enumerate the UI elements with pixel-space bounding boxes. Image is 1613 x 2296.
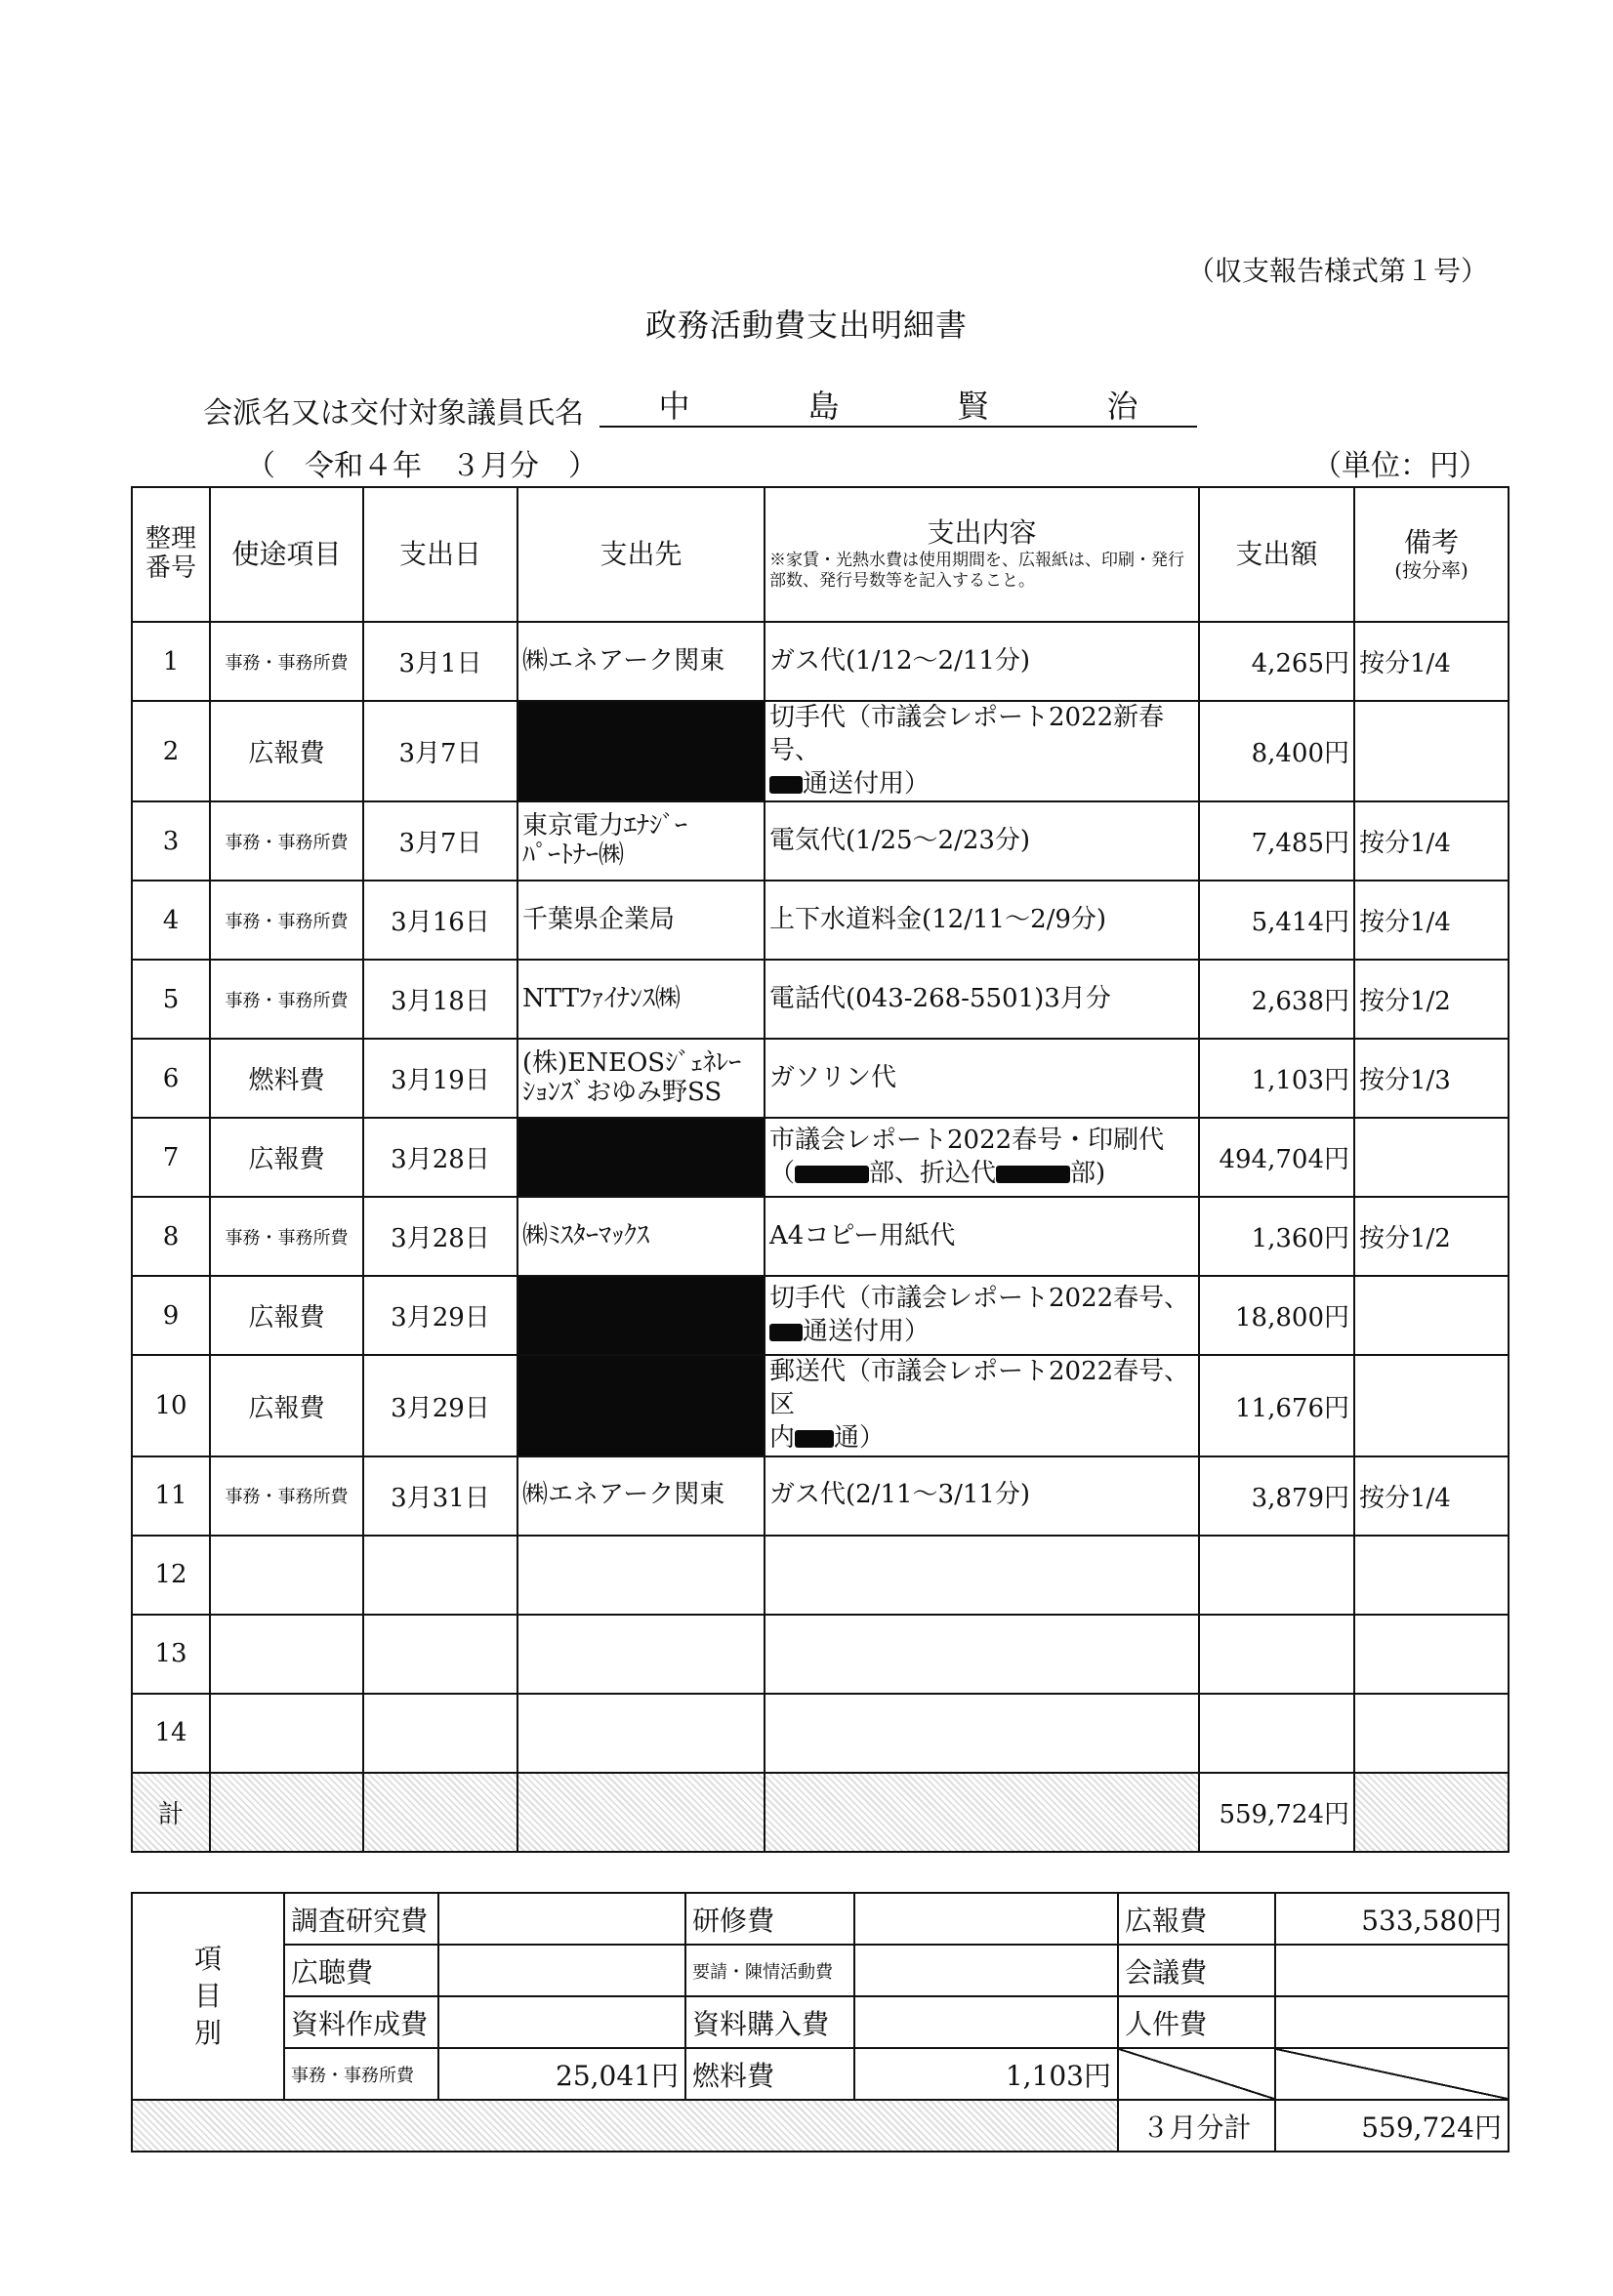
row-remarks: 按分1/2 — [1354, 1197, 1509, 1276]
row-remarks — [1354, 701, 1509, 801]
table-row — [132, 1276, 1509, 1355]
redaction-bar — [795, 1430, 834, 1448]
row-date: 3月19日 — [363, 1039, 517, 1118]
shaded-cell — [210, 1773, 363, 1852]
row-payee-line2: ﾊﾟｰﾄﾅｰ㈱ — [522, 840, 625, 870]
total-label: 計 — [132, 1773, 210, 1852]
form-number: （収支報告様式第１号） — [1186, 255, 1488, 287]
row-desc-line1: 切手代（市議会レポート2022新春号、 — [769, 703, 1165, 765]
row-date: 3月7日 — [363, 801, 517, 881]
table-row — [132, 1536, 1509, 1615]
row-date — [363, 1536, 517, 1615]
table-row — [132, 960, 1509, 1039]
unit-label: （単位：円） — [1312, 449, 1488, 483]
header-remarks-title: 備考 — [1403, 526, 1459, 559]
diagonal-cell — [1118, 2048, 1275, 2100]
row-amount: 494,704円 — [1199, 1118, 1354, 1197]
table-row — [132, 1197, 1509, 1276]
row-no: 7 — [132, 1118, 210, 1197]
diagonal-cell — [1275, 2048, 1509, 2100]
row-remarks — [1354, 1615, 1509, 1694]
row-amount — [1199, 1694, 1354, 1773]
row-amount: 1,103円 — [1199, 1039, 1354, 1118]
row-amount: 3,879円 — [1199, 1456, 1354, 1536]
row-remarks — [1354, 1118, 1509, 1197]
summary-row — [132, 1996, 1509, 2048]
nenryo-label: 燃料費 — [685, 2048, 854, 2100]
table-row — [132, 622, 1509, 701]
table-row — [132, 1039, 1509, 1118]
shaded-cell — [765, 1773, 1199, 1852]
row-desc — [765, 1694, 1199, 1773]
member-name-char: 賢 — [957, 388, 989, 425]
row-amount: 8,400円 — [1199, 701, 1354, 801]
row-desc-line1: 郵送代（市議会レポート2022春号、区 — [769, 1357, 1190, 1420]
row-remarks — [1354, 1355, 1509, 1456]
row-use: 広報費 — [210, 701, 363, 801]
redaction-bar — [769, 776, 803, 794]
row-amount: 4,265円 — [1199, 622, 1354, 701]
section-label-char: 項 — [193, 1943, 222, 1976]
row-desc-line2-part1: 部、折込代 — [869, 1158, 997, 1188]
member-name-char: 島 — [807, 388, 840, 425]
jimu-value: 25,041円 — [438, 2048, 685, 2100]
total-row — [132, 1773, 1509, 1852]
member-name-char: 中 — [658, 388, 690, 425]
table-row — [132, 1615, 1509, 1694]
summary-row — [132, 1893, 1509, 1945]
table-row — [132, 1118, 1509, 1197]
row-date: 3月29日 — [363, 1276, 517, 1355]
row-desc-line2-text: 通送付用） — [803, 1316, 931, 1346]
row-date — [363, 1694, 517, 1773]
row-date: 3月16日 — [363, 881, 517, 960]
kocho-value — [438, 1945, 685, 1996]
row-use: 広報費 — [210, 1118, 363, 1197]
row-no: 1 — [132, 622, 210, 701]
section-label-char: 別 — [193, 2016, 222, 2049]
row-no: 4 — [132, 881, 210, 960]
row-amount — [1199, 1536, 1354, 1615]
report-period: （ 令和４年 ３月分 ） — [246, 449, 598, 483]
row-remarks: 按分1/4 — [1354, 1456, 1509, 1536]
header-use: 使途項目 — [210, 487, 363, 622]
summary-total-row — [132, 2100, 1509, 2152]
kaigi-value — [1275, 1945, 1509, 1996]
row-amount — [1199, 1615, 1354, 1694]
row-desc — [765, 1276, 1199, 1355]
row-remarks: 按分1/2 — [1354, 960, 1509, 1039]
header-remarks — [1354, 487, 1509, 622]
row-no: 2 — [132, 701, 210, 801]
row-payee — [517, 1536, 765, 1615]
row-desc: ガス代(2/11～3/11分) — [765, 1456, 1199, 1536]
row-no: 13 — [132, 1615, 210, 1694]
row-desc-line2: （ 部、折込代 部) — [769, 1158, 1106, 1188]
chosa-label: 調査研究費 — [284, 1893, 438, 1945]
table-row — [132, 881, 1509, 960]
total-amount: 559,724円 — [1199, 1773, 1354, 1852]
shaded-cell — [363, 1773, 517, 1852]
row-use — [210, 1694, 363, 1773]
row-payee: ㈱エネアーク関東 — [517, 1456, 765, 1536]
header-no: 整理番号 — [132, 487, 210, 622]
row-payee — [517, 1615, 765, 1694]
table-row — [132, 801, 1509, 881]
row-payee: ㈱エネアーク関東 — [517, 622, 765, 701]
row-desc — [765, 701, 1199, 801]
row-date: 3月1日 — [363, 622, 517, 701]
row-amount: 18,800円 — [1199, 1276, 1354, 1355]
row-payee — [517, 1039, 765, 1118]
row-payee — [517, 801, 765, 881]
yosei-label: 要請・陳情活動費 — [685, 1945, 854, 1996]
header-amount: 支出額 — [1199, 487, 1354, 622]
shaded-cell — [517, 1773, 765, 1852]
kenshu-label: 研修費 — [685, 1893, 854, 1945]
header-payee: 支出先 — [517, 487, 765, 622]
row-use: 事務・事務所費 — [210, 801, 363, 881]
redacted-payee — [517, 1118, 765, 1197]
row-desc-line1: 市議会レポート2022春号・印刷代 — [769, 1126, 1165, 1156]
row-desc: 電気代(1/25～2/23分) — [765, 801, 1199, 881]
jinken-value — [1275, 1996, 1509, 2048]
table-row — [132, 1694, 1509, 1773]
row-amount: 1,360円 — [1199, 1197, 1354, 1276]
row-no: 14 — [132, 1694, 210, 1773]
row-desc-line2-part1: 内 — [769, 1422, 796, 1453]
row-desc-line2-part2: 部) — [1070, 1158, 1106, 1188]
row-remarks — [1354, 1694, 1509, 1773]
jinken-label: 人件費 — [1118, 1996, 1275, 2048]
nenryo-value: 1,103円 — [854, 2048, 1118, 2100]
table-row — [132, 1355, 1509, 1456]
row-desc: ガソリン代 — [765, 1039, 1199, 1118]
row-amount: 2,638円 — [1199, 960, 1354, 1039]
row-use: 広報費 — [210, 1355, 363, 1456]
row-use: 事務・事務所費 — [210, 881, 363, 960]
row-desc: 上下水道料金(12/11～2/9分) — [765, 881, 1199, 960]
section-label-char: 目 — [193, 1980, 222, 2013]
table-row — [132, 701, 1509, 801]
row-remarks: 按分1/3 — [1354, 1039, 1509, 1118]
row-payee: ㈱ﾐｽﾀｰﾏｯｸｽ — [517, 1197, 765, 1276]
row-date: 3月28日 — [363, 1118, 517, 1197]
row-desc-line2 — [769, 768, 1194, 801]
row-date: 3月18日 — [363, 960, 517, 1039]
row-no: 9 — [132, 1276, 210, 1355]
chosa-value — [438, 1893, 685, 1945]
row-amount: 11,676円 — [1199, 1355, 1354, 1456]
header-desc — [765, 487, 1199, 622]
row-remarks: 按分1/4 — [1354, 881, 1509, 960]
summary-row — [132, 1945, 1509, 1996]
row-remarks: 按分1/4 — [1354, 622, 1509, 701]
row-no: 12 — [132, 1536, 210, 1615]
row-desc-line2 — [769, 1316, 1194, 1349]
summary-row — [132, 2048, 1509, 2100]
table-header-row — [132, 487, 1509, 622]
kocho-label: 広聴費 — [284, 1945, 438, 1996]
redaction-bar — [795, 1166, 869, 1183]
row-payee: NTTﾌｧｲﾅﾝｽ㈱ — [517, 960, 765, 1039]
redaction-bar — [769, 1324, 803, 1341]
row-use — [210, 1536, 363, 1615]
summary-section-label — [132, 1893, 284, 2100]
redacted-payee — [517, 1355, 765, 1456]
row-no: 3 — [132, 801, 210, 881]
expense-table — [131, 486, 1510, 1853]
row-desc: A4コピー用紙代 — [765, 1197, 1199, 1276]
koho-value: 533,580円 — [1275, 1893, 1509, 1945]
row-use: 広報費 — [210, 1276, 363, 1355]
row-remarks — [1354, 1276, 1509, 1355]
shiryo-konyu-label: 資料購入費 — [685, 1996, 854, 2048]
header-remarks-sub: (按分率) — [1394, 557, 1468, 582]
kaigi-label: 会議費 — [1118, 1945, 1275, 1996]
header-desc-note: ※家賃・光熱水費は使用期間を、広報紙は、印刷・発行部数、発行号数等を記入すること。 — [769, 550, 1184, 592]
header-desc-title: 支出内容 — [927, 515, 1037, 549]
row-no: 10 — [132, 1355, 210, 1456]
row-use: 事務・事務所費 — [210, 1197, 363, 1276]
shaded-cell — [132, 2100, 1118, 2152]
row-desc: ガス代(1/12～2/11分) — [765, 622, 1199, 701]
kenshu-value — [854, 1893, 1118, 1945]
row-date: 3月31日 — [363, 1456, 517, 1536]
row-payee-line2: ｼｮﾝｽﾞおゆみ野SS — [522, 1077, 723, 1107]
row-no: 5 — [132, 960, 210, 1039]
shiryo-sakusei-value — [438, 1996, 685, 2048]
row-payee-line1: 東京電力ｴﾅｼﾞｰ — [522, 811, 688, 840]
row-desc: 電話代(043-268-5501)3月分 — [765, 960, 1199, 1039]
row-amount: 7,485円 — [1199, 801, 1354, 881]
row-date: 3月7日 — [363, 701, 517, 801]
row-date: 3月29日 — [363, 1355, 517, 1456]
row-desc — [765, 1615, 1199, 1694]
row-use: 事務・事務所費 — [210, 622, 363, 701]
redacted-payee — [517, 1276, 765, 1355]
member-label: 会派名又は交付対象議員氏名 — [203, 396, 584, 430]
row-desc — [765, 1118, 1199, 1197]
koho-label: 広報費 — [1118, 1893, 1275, 1945]
category-summary-table — [131, 1892, 1510, 2152]
row-use — [210, 1615, 363, 1694]
row-desc-line2-part2: 通） — [834, 1422, 886, 1453]
row-use: 事務・事務所費 — [210, 1456, 363, 1536]
header-date: 支出日 — [363, 487, 517, 622]
shaded-cell — [1354, 1773, 1509, 1852]
redaction-bar — [996, 1166, 1070, 1183]
jimu-label: 事務・事務所費 — [284, 2048, 438, 2100]
month-total-value: 559,724円 — [1275, 2100, 1509, 2152]
row-no: 8 — [132, 1197, 210, 1276]
row-remarks — [1354, 1536, 1509, 1615]
row-use: 事務・事務所費 — [210, 960, 363, 1039]
row-desc-line2 — [769, 1422, 1194, 1456]
row-no: 6 — [132, 1039, 210, 1118]
row-payee: 千葉県企業局 — [517, 881, 765, 960]
row-date — [363, 1615, 517, 1694]
row-use: 燃料費 — [210, 1039, 363, 1118]
redacted-payee — [517, 701, 765, 801]
row-payee-line1: (株)ENEOSｼﾞｪﾈﾚｰ — [522, 1048, 742, 1078]
member-name — [600, 383, 1197, 428]
row-payee — [517, 1694, 765, 1773]
shiryo-sakusei-label: 資料作成費 — [284, 1996, 438, 2048]
table-row — [132, 1456, 1509, 1536]
row-no: 11 — [132, 1456, 210, 1536]
shiryo-konyu-value — [854, 1996, 1118, 2048]
member-name-char: 治 — [1106, 388, 1138, 425]
row-desc — [765, 1536, 1199, 1615]
row-desc-line1: 切手代（市議会レポート2022春号、 — [769, 1284, 1190, 1314]
row-date: 3月28日 — [363, 1197, 517, 1276]
row-amount: 5,414円 — [1199, 881, 1354, 960]
yosei-value — [854, 1945, 1118, 1996]
row-remarks: 按分1/4 — [1354, 801, 1509, 881]
row-desc — [765, 1355, 1199, 1456]
page-title: 政務活動費支出明細書 — [644, 307, 968, 344]
row-desc-line2-text: 通送付用） — [803, 768, 931, 799]
month-total-label: ３月分計 — [1118, 2100, 1275, 2152]
